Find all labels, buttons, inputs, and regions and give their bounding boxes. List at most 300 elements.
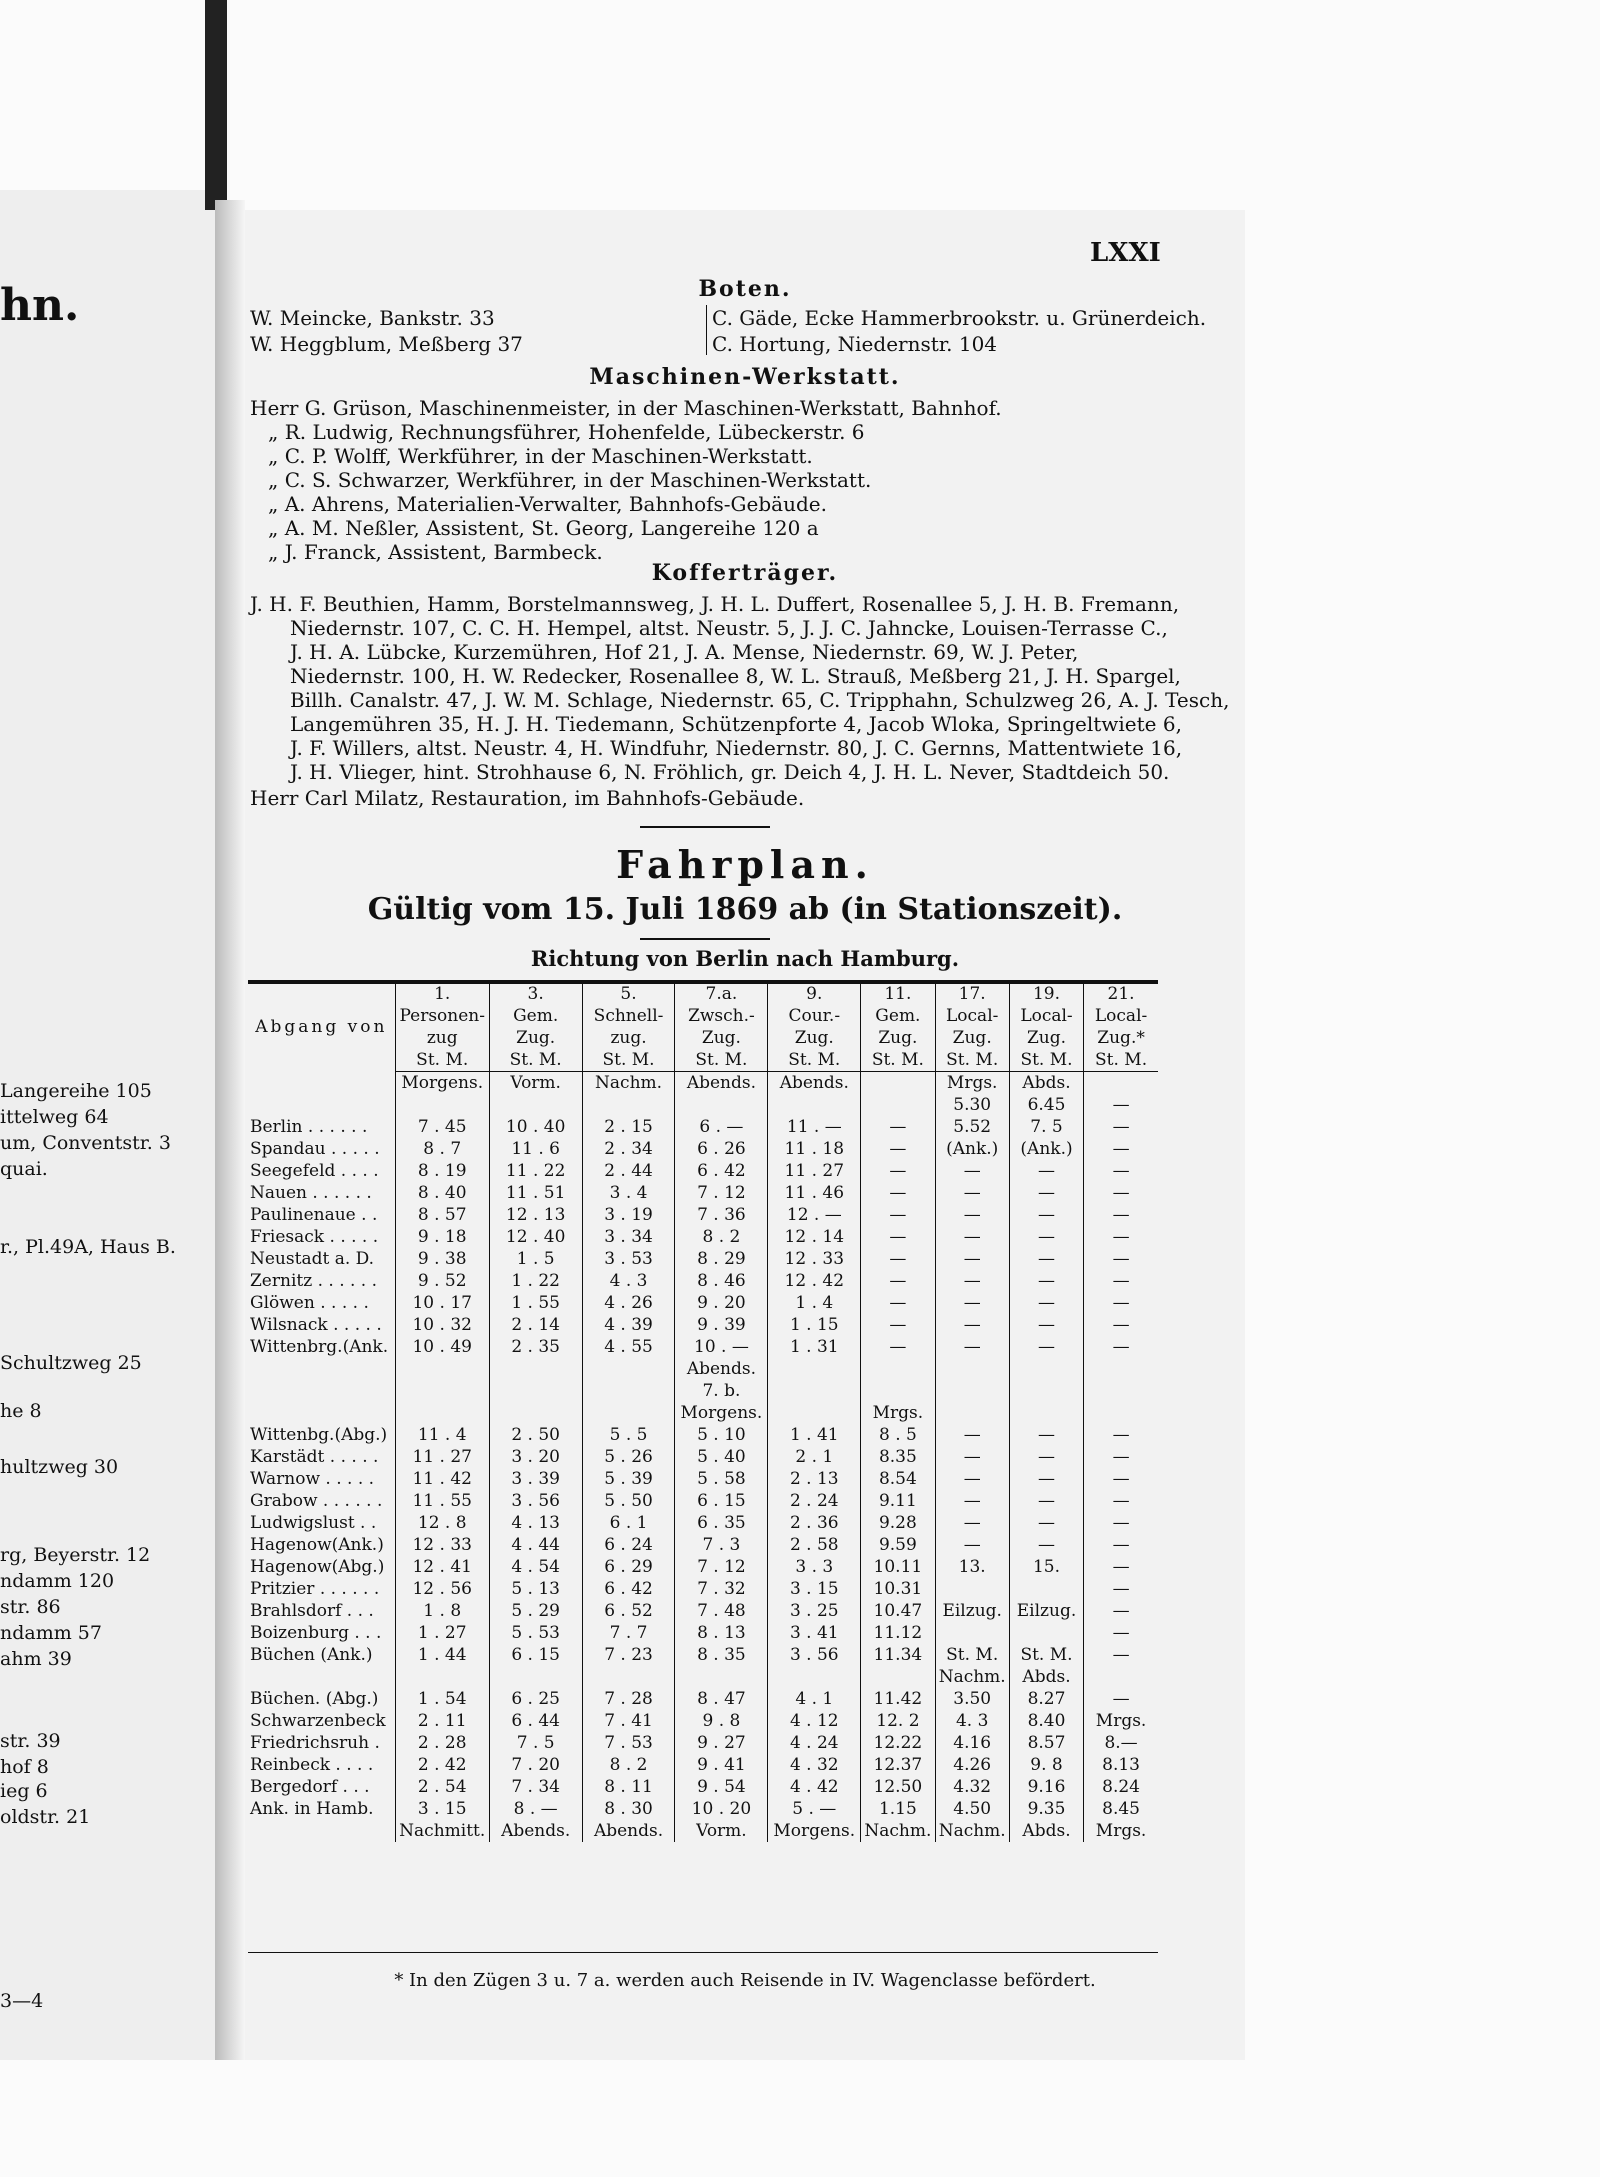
time-cell: — — [935, 1446, 1009, 1468]
time-cell: — — [935, 1248, 1009, 1270]
section-rule-1 — [640, 826, 770, 828]
time-cell: 6 . 1 — [582, 1512, 675, 1534]
time-cell: 10.11 — [861, 1556, 935, 1578]
time-cell: 11 . 42 — [395, 1468, 489, 1490]
time-cell: 9 . 20 — [675, 1292, 768, 1314]
period-label: Nachm. — [935, 1820, 1009, 1842]
time-cell: — — [1009, 1446, 1083, 1468]
time-cell: — — [935, 1292, 1009, 1314]
time-cell: 9 . 18 — [395, 1226, 489, 1248]
werkstatt-line: „ A. M. Neßler, Assistent, St. Georg, Langereihe 120 a — [268, 516, 819, 540]
time-cell: 2 . 34 — [582, 1138, 675, 1160]
period-label: Morgens. — [395, 1072, 489, 1095]
mid-label: Mrgs. — [861, 1402, 935, 1424]
time-cell: 8 . 5 — [861, 1424, 935, 1446]
time-cell: 7 . 12 — [675, 1182, 768, 1204]
time-cell: 2 . 35 — [489, 1336, 582, 1358]
left-page-fragment: ittelweg 64 — [0, 1106, 109, 1128]
time-cell: — — [1084, 1336, 1158, 1358]
time-cell: Eilzug. — [935, 1600, 1009, 1622]
time-cell: 5 . 58 — [675, 1468, 768, 1490]
time-cell — [1009, 1622, 1083, 1644]
time-cell: 6 . 24 — [582, 1534, 675, 1556]
mid-label — [1084, 1358, 1158, 1380]
time-cell: 7. 5 — [1009, 1116, 1083, 1138]
period-label: Vorm. — [675, 1820, 768, 1842]
left-page-heading: hn. — [0, 280, 80, 331]
time-cell: — — [935, 1204, 1009, 1226]
time-cell: — — [861, 1248, 935, 1270]
time-cell: — — [1084, 1512, 1158, 1534]
table-bottom-rule — [248, 1952, 1158, 1953]
time-cell — [1084, 1666, 1158, 1688]
time-cell: — — [861, 1226, 935, 1248]
time-cell: 1 . 15 — [768, 1314, 861, 1336]
time-cell: 11 . 51 — [489, 1182, 582, 1204]
time-cell — [582, 1094, 675, 1116]
fahrplan-subtitle: Gültig vom 15. Juli 1869 ab (in Stationszeit). — [367, 892, 1123, 927]
time-cell — [768, 1666, 861, 1688]
time-cell: 11.12 — [861, 1622, 935, 1644]
station-name: Ludwigslust . . — [250, 1513, 377, 1533]
mid-label — [768, 1380, 861, 1402]
time-cell: 8.27 — [1009, 1688, 1083, 1710]
left-page-fragment: Schultzweg 25 — [0, 1352, 142, 1374]
train-name: Schnell- — [582, 1005, 675, 1027]
time-cell: 9.28 — [861, 1512, 935, 1534]
left-page-fragment: oldstr. 21 — [0, 1806, 91, 1828]
time-cell: — — [1009, 1182, 1083, 1204]
time-cell: 4.32 — [935, 1776, 1009, 1798]
unit-label: St. M. — [935, 1049, 1009, 1072]
left-page-fragment: he 8 — [0, 1400, 42, 1422]
time-cell: 9.11 — [861, 1490, 935, 1512]
time-cell: 2 . 28 — [395, 1732, 489, 1754]
page-number: LXXI — [1090, 238, 1161, 268]
station-name — [248, 1666, 395, 1688]
time-cell: — — [1084, 1468, 1158, 1490]
station-name: Karstädt . . . . . — [250, 1447, 379, 1467]
time-cell: 4.50 — [935, 1798, 1009, 1820]
time-cell: 5 . 40 — [675, 1446, 768, 1468]
time-cell: 6 . 26 — [675, 1138, 768, 1160]
time-cell: — — [935, 1468, 1009, 1490]
time-cell: 8 . — — [489, 1798, 582, 1820]
train-name: Personen- — [395, 1005, 489, 1027]
time-cell — [395, 1666, 489, 1688]
station-name: Seegefeld . . . . — [250, 1161, 379, 1181]
period-label: Mrgs. — [1084, 1820, 1158, 1842]
time-cell — [935, 1622, 1009, 1644]
unit-label: St. M. — [1009, 1049, 1083, 1072]
time-cell: 4 . 12 — [768, 1710, 861, 1732]
time-cell: 6 . 15 — [675, 1490, 768, 1512]
werkstatt-line: „ A. Ahrens, Materialien-Verwalter, Bahnhofs-Gebäude. — [268, 492, 827, 516]
time-cell: — — [1084, 1688, 1158, 1710]
mid-label — [395, 1358, 489, 1380]
time-cell: Eilzug. — [1009, 1600, 1083, 1622]
train-name: Zug. — [861, 1027, 935, 1049]
time-cell: 5 . 5 — [582, 1424, 675, 1446]
time-cell: 6 . 35 — [675, 1512, 768, 1534]
time-cell: 7 . 32 — [675, 1578, 768, 1600]
time-cell: 2 . 1 — [768, 1446, 861, 1468]
time-cell: 5 . 10 — [675, 1424, 768, 1446]
time-cell: — — [935, 1314, 1009, 1336]
mid-label — [861, 1358, 935, 1380]
station-name: Glöwen . . . . . — [250, 1293, 369, 1313]
time-cell: 5 . 13 — [489, 1578, 582, 1600]
time-cell: — — [861, 1270, 935, 1292]
time-cell: 2 . 50 — [489, 1424, 582, 1446]
time-cell: 5 . 26 — [582, 1446, 675, 1468]
time-cell: — — [1009, 1424, 1083, 1446]
mid-label — [582, 1380, 675, 1402]
boten-left-2: W. Heggblum, Meßberg 37 — [250, 332, 523, 356]
time-cell: 1 . 4 — [768, 1292, 861, 1314]
time-cell: 7 . 20 — [489, 1754, 582, 1776]
station-name: Warnow . . . . . — [250, 1469, 375, 1489]
koffer-line: Billh. Canalstr. 47, J. W. M. Schlage, Niedernstr. 65, C. Tripphahn, Schulzweg 26, A. J. Tesch, — [290, 688, 1230, 712]
station-name: Büchen (Ank.) — [250, 1645, 373, 1665]
train-name: Cour.- — [768, 1005, 861, 1027]
train-number: 9. — [768, 983, 861, 1005]
time-cell: 8 . 11 — [582, 1776, 675, 1798]
mid-label — [1009, 1358, 1083, 1380]
station-spacer — [248, 1358, 395, 1380]
time-cell: 5 . 29 — [489, 1600, 582, 1622]
time-cell: — — [1009, 1336, 1083, 1358]
time-cell: — — [935, 1534, 1009, 1556]
time-cell — [675, 1094, 768, 1116]
time-cell: 7 . 28 — [582, 1688, 675, 1710]
abgang-label: Abgang von — [255, 1017, 388, 1038]
time-cell: — — [1009, 1512, 1083, 1534]
unit-label: St. M. — [768, 1049, 861, 1072]
train-name: Zug.* — [1084, 1027, 1158, 1049]
fahrplan-title: Fahrplan. — [616, 842, 874, 887]
train-number: 7.a. — [675, 983, 768, 1005]
period-label: Nachmitt. — [395, 1820, 489, 1842]
koffer-line: J. H. F. Beuthien, Hamm, Borstelmannsweg, J. H. L. Duffert, Rosenallee 5, J. H. B. Fremann, — [250, 592, 1180, 616]
time-cell: — — [1009, 1248, 1083, 1270]
time-cell: — — [1084, 1226, 1158, 1248]
station-name: Paulinenaue . . — [250, 1205, 378, 1225]
time-cell: 11.42 — [861, 1688, 935, 1710]
time-cell: — — [1084, 1160, 1158, 1182]
time-cell: 3 . 25 — [768, 1600, 861, 1622]
time-cell: 11.34 — [861, 1644, 935, 1666]
unit-label: St. M. — [489, 1049, 582, 1072]
station-name: Wittenbrg.(Ank. — [250, 1337, 389, 1357]
period-label: Abends. — [582, 1820, 675, 1842]
station-name: Neustadt a. D. — [250, 1249, 375, 1269]
time-cell: — — [1084, 1116, 1158, 1138]
book-spine — [205, 0, 227, 210]
time-cell: 8.57 — [1009, 1732, 1083, 1754]
period-label: Abends. — [768, 1072, 861, 1095]
time-cell — [489, 1666, 582, 1688]
time-cell: 6 . 42 — [582, 1578, 675, 1600]
period-label: Abds. — [1009, 1820, 1083, 1842]
time-cell: — — [935, 1490, 1009, 1512]
time-cell: 8.45 — [1084, 1798, 1158, 1820]
time-cell: 8.54 — [861, 1468, 935, 1490]
time-cell: 5.52 — [935, 1116, 1009, 1138]
time-cell: — — [1084, 1600, 1158, 1622]
time-cell — [861, 1094, 935, 1116]
time-cell: 10 . — — [675, 1336, 768, 1358]
time-cell — [768, 1094, 861, 1116]
train-name: zug — [395, 1027, 489, 1049]
time-cell: — — [861, 1336, 935, 1358]
page-gutter — [215, 200, 245, 2060]
station-name: Büchen. (Abg.) — [250, 1689, 379, 1709]
time-cell: — — [1084, 1138, 1158, 1160]
mid-label — [768, 1402, 861, 1424]
station-name: Ank. in Hamb. — [250, 1799, 374, 1819]
time-cell: 7 . 36 — [675, 1204, 768, 1226]
time-cell: 2 . 15 — [582, 1116, 675, 1138]
time-cell: 6 . 15 — [489, 1644, 582, 1666]
time-cell — [861, 1666, 935, 1688]
station-name: Wittenbg.(Abg.) — [250, 1425, 388, 1445]
time-cell: 3 . 34 — [582, 1226, 675, 1248]
mid-label — [1084, 1380, 1158, 1402]
mid-label — [935, 1358, 1009, 1380]
time-cell: — — [935, 1160, 1009, 1182]
unit-label: St. M. — [582, 1049, 675, 1072]
time-cell: 4 . 3 — [582, 1270, 675, 1292]
station-spacer — [248, 1380, 395, 1402]
time-cell: 7 . 7 — [582, 1622, 675, 1644]
time-cell: 10 . 40 — [489, 1116, 582, 1138]
left-page-fragment: str. 86 — [0, 1596, 61, 1618]
fahrplan-direction: Richtung von Berlin nach Hamburg. — [530, 946, 960, 971]
time-cell: 4 . 54 — [489, 1556, 582, 1578]
left-page-fragment: um, Conventstr. 3 — [0, 1132, 171, 1154]
time-cell: 8 . 19 — [395, 1160, 489, 1182]
period-label: Mrgs. — [935, 1072, 1009, 1095]
time-cell: 11 . 46 — [768, 1182, 861, 1204]
station-name: Schwarzenbeck — [250, 1711, 386, 1731]
train-name: Zug. — [1009, 1027, 1083, 1049]
station-name: Spandau . . . . . — [250, 1139, 380, 1159]
time-cell: 2 . 58 — [768, 1534, 861, 1556]
time-cell: 1 . 54 — [395, 1688, 489, 1710]
left-page-fragment: hultzweg 30 — [0, 1456, 119, 1478]
time-cell: 12 . 40 — [489, 1226, 582, 1248]
boten-divider — [706, 305, 707, 355]
koffer-line: Langemühren 35, H. J. H. Tiedemann, Schützenpforte 4, Jacob Wloka, Springeltwiete 6, — [290, 712, 1182, 736]
train-name: Zug. — [675, 1027, 768, 1049]
period-label — [861, 1072, 935, 1095]
time-cell: — — [1084, 1490, 1158, 1512]
time-cell — [1009, 1578, 1083, 1600]
time-cell: 1 . 8 — [395, 1600, 489, 1622]
time-cell: Nachm. — [935, 1666, 1009, 1688]
time-cell: — — [861, 1204, 935, 1226]
time-cell: 11 . 4 — [395, 1424, 489, 1446]
time-cell: 1.15 — [861, 1798, 935, 1820]
mid-label: 7. b. — [675, 1380, 768, 1402]
period-label — [1084, 1072, 1158, 1095]
time-cell — [935, 1578, 1009, 1600]
time-cell: 2 . 24 — [768, 1490, 861, 1512]
time-cell: 12.22 — [861, 1732, 935, 1754]
period-label: Nachm. — [582, 1072, 675, 1095]
left-page-fragment: quai. — [0, 1158, 48, 1180]
station-name: Zernitz . . . . . . — [250, 1271, 378, 1291]
time-cell: 3.50 — [935, 1688, 1009, 1710]
time-cell: St. M. — [935, 1644, 1009, 1666]
time-cell: 4 . 55 — [582, 1336, 675, 1358]
time-cell: 3 . 39 — [489, 1468, 582, 1490]
station-name: Boizenburg . . . — [250, 1623, 382, 1643]
time-cell: 3 . 56 — [768, 1644, 861, 1666]
train-number: 1. — [395, 983, 489, 1005]
station-name: Wilsnack . . . . . — [250, 1315, 382, 1335]
time-cell: 2 . 13 — [768, 1468, 861, 1490]
time-cell: 2 . 42 — [395, 1754, 489, 1776]
time-cell: 10 . 49 — [395, 1336, 489, 1358]
train-number: 3. — [489, 983, 582, 1005]
time-cell: 11 . 55 — [395, 1490, 489, 1512]
station-name: Brahlsdorf . . . — [250, 1601, 374, 1621]
left-page-fragment: 3—4 — [0, 1990, 44, 2012]
time-cell: 8.24 — [1084, 1776, 1158, 1798]
time-cell: — — [1009, 1314, 1083, 1336]
mid-label — [489, 1402, 582, 1424]
train-name: Zug. — [935, 1027, 1009, 1049]
time-cell: 9.59 — [861, 1534, 935, 1556]
time-cell: 1 . 44 — [395, 1644, 489, 1666]
time-cell: 7 . 41 — [582, 1710, 675, 1732]
section-rule-2 — [640, 938, 770, 940]
left-page-fragment: ndamm 57 — [0, 1622, 102, 1644]
left-page-fragment: r., Pl.49A, Haus B. — [0, 1236, 176, 1258]
time-cell: 6 . 52 — [582, 1600, 675, 1622]
train-name: Local- — [935, 1005, 1009, 1027]
werkstatt-heading: Maschinen-Werkstatt. — [589, 364, 901, 390]
time-cell: 8 . 40 — [395, 1182, 489, 1204]
time-cell: (Ank.) — [935, 1138, 1009, 1160]
mid-label — [489, 1380, 582, 1402]
time-cell: 8.40 — [1009, 1710, 1083, 1732]
time-cell: (Ank.) — [1009, 1138, 1083, 1160]
period-label: Vorm. — [489, 1072, 582, 1095]
station-spacer — [248, 1820, 395, 1842]
time-cell: 9.35 — [1009, 1798, 1083, 1820]
time-cell: 6 . 44 — [489, 1710, 582, 1732]
time-cell: — — [1084, 1556, 1158, 1578]
time-cell: 8 . 47 — [675, 1688, 768, 1710]
left-page-fragment: ieg 6 — [0, 1780, 48, 1802]
unit-label: St. M. — [1084, 1049, 1158, 1072]
time-cell: 12 . 33 — [768, 1248, 861, 1270]
time-cell: 12 . 14 — [768, 1226, 861, 1248]
time-cell: 2 . 14 — [489, 1314, 582, 1336]
time-cell: 8 . 57 — [395, 1204, 489, 1226]
time-cell: 1 . 41 — [768, 1424, 861, 1446]
time-cell: 1 . 27 — [395, 1622, 489, 1644]
time-cell: 4 . 44 — [489, 1534, 582, 1556]
time-cell: 6 . 29 — [582, 1556, 675, 1578]
time-cell: — — [861, 1116, 935, 1138]
time-cell: — — [861, 1138, 935, 1160]
time-cell: 8 . 2 — [582, 1754, 675, 1776]
time-cell: 9 . 39 — [675, 1314, 768, 1336]
mid-label — [582, 1358, 675, 1380]
time-cell: 3 . 53 — [582, 1248, 675, 1270]
time-cell: 12 . 8 — [395, 1512, 489, 1534]
time-cell: 8 . 2 — [675, 1226, 768, 1248]
timetable — [248, 983, 1158, 1842]
station-name: Berlin . . . . . . — [250, 1117, 368, 1137]
time-cell: 7 . 3 — [675, 1534, 768, 1556]
time-cell: 4 . 1 — [768, 1688, 861, 1710]
train-name: Local- — [1009, 1005, 1083, 1027]
koffer-heading: Kofferträger. — [651, 560, 839, 586]
station-name: Hagenow(Abg.) — [250, 1557, 385, 1577]
time-cell: 10.47 — [861, 1600, 935, 1622]
time-cell: — — [1009, 1226, 1083, 1248]
time-cell — [582, 1666, 675, 1688]
train-name: Zug. — [768, 1027, 861, 1049]
time-cell: 1 . 55 — [489, 1292, 582, 1314]
train-name: Gem. — [489, 1005, 582, 1027]
time-cell — [489, 1094, 582, 1116]
time-cell: 3 . 20 — [489, 1446, 582, 1468]
station-name: Pritzier . . . . . . — [250, 1579, 380, 1599]
time-cell: 11 . 27 — [768, 1160, 861, 1182]
time-cell: 4 . 26 — [582, 1292, 675, 1314]
time-cell: 7 . 48 — [675, 1600, 768, 1622]
time-cell: 9 . 54 — [675, 1776, 768, 1798]
mid-label — [935, 1380, 1009, 1402]
boten-heading: Boten. — [698, 276, 792, 302]
left-page-fragment: str. 39 — [0, 1730, 61, 1752]
time-cell: 15. — [1009, 1556, 1083, 1578]
time-cell: 3 . 15 — [768, 1578, 861, 1600]
station-name: Nauen . . . . . . — [250, 1183, 372, 1203]
time-cell: 5 . — — [768, 1798, 861, 1820]
period-label: Morgens. — [768, 1820, 861, 1842]
fahrplan-footnote: * In den Zügen 3 u. 7 a. werden auch Reisende in IV. Wagenclasse befördert. — [394, 1970, 1096, 1991]
time-cell: 4 . 32 — [768, 1754, 861, 1776]
time-cell: — — [1084, 1424, 1158, 1446]
werkstatt-line: „ C. P. Wolff, Werkführer, in der Maschinen-Werkstatt. — [268, 444, 813, 468]
boten-left-1: W. Meincke, Bankstr. 33 — [250, 306, 495, 330]
time-cell: 2 . 54 — [395, 1776, 489, 1798]
time-cell: 8 . 7 — [395, 1138, 489, 1160]
time-cell: 7 . 45 — [395, 1116, 489, 1138]
time-cell: 4 . 39 — [582, 1314, 675, 1336]
time-cell: — — [861, 1160, 935, 1182]
time-cell: 4.16 — [935, 1732, 1009, 1754]
time-cell: — — [1084, 1622, 1158, 1644]
time-cell: 7 . 12 — [675, 1556, 768, 1578]
time-cell: — — [1009, 1204, 1083, 1226]
mid-label — [861, 1380, 935, 1402]
werkstatt-line: „ R. Ludwig, Rechnungsführer, Hohenfelde, Lübeckerstr. 6 — [268, 420, 865, 444]
mid-label — [395, 1380, 489, 1402]
time-cell: — — [1084, 1578, 1158, 1600]
boten-right-1: C. Gäde, Ecke Hammerbrookstr. u. Grünerdeich. — [712, 306, 1207, 330]
time-cell: 8.35 — [861, 1446, 935, 1468]
left-page-fragment: ahm 39 — [0, 1648, 72, 1670]
time-cell: 3 . 41 — [768, 1622, 861, 1644]
